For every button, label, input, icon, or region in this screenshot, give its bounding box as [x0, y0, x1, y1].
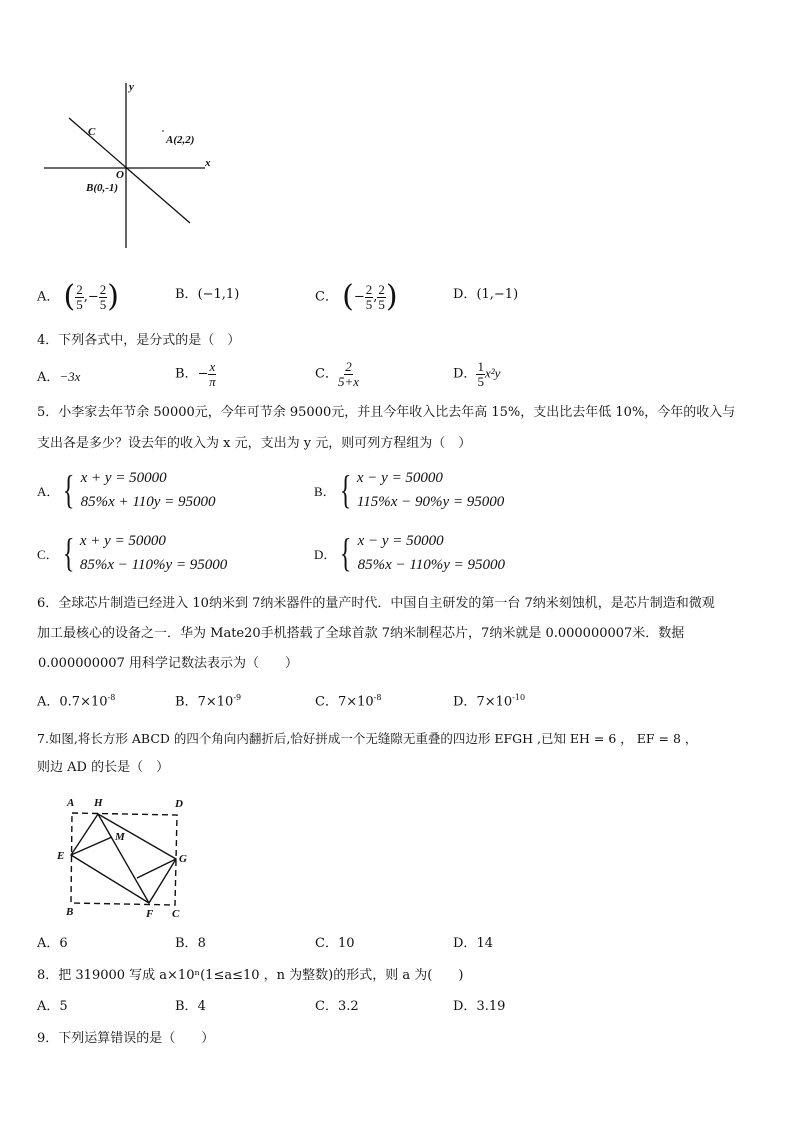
- fig-label-g: G: [179, 853, 187, 865]
- q8-option-d[interactable]: D．3.19: [453, 999, 506, 1014]
- fig-label-b: B: [66, 906, 74, 918]
- q7-stem-line2: 则边 AD 的长是（ ）: [37, 760, 170, 775]
- q6-option-b[interactable]: B．$7\times 10^{-9}$: [175, 693, 242, 710]
- q6-option-a[interactable]: A．$0.7\times 10^{-8}$: [37, 693, 116, 710]
- q6-stem-line1: 6．全球芯片制造已经进入 10纳米到 7纳米器件的量产时代．中国自主研发的第一台 7纳米刻蚀机，是芯片制造和微观: [37, 596, 715, 611]
- point-a-label: A(2,2): [166, 134, 195, 146]
- q3-option-b[interactable]: B．(−1,1): [175, 287, 240, 302]
- fig-label-e: E: [57, 850, 65, 862]
- q3-option-c[interactable]: C． (− $\frac{2}{5}$ , $\frac{2}{5}$ ): [315, 279, 398, 314]
- q7-stem-line1: 7.如图,将长方形 ABCD 的四个角向内翻折后,恰好拼成一个无缝隙无重叠的四边形 EFGH ,已知 EH = 6 ， EF = 8 ，: [37, 731, 698, 746]
- q8-option-c[interactable]: C．3.2: [315, 999, 359, 1014]
- q3-option-d[interactable]: D．(1,−1): [453, 287, 519, 302]
- q4-option-a[interactable]: A．−3x: [37, 369, 81, 385]
- q6-stem-line2: 加工最核心的设备之一．华为 Mate20手机搭载了全球首款 7纳米制程芯片，7纳米就是 0.000000007米．数据: [37, 626, 685, 641]
- fig-label-f: F: [146, 908, 154, 920]
- y-axis-label: y: [129, 81, 134, 93]
- q5-option-a[interactable]: A． { x + y = 50000 85%x + 110y = 95000: [37, 467, 216, 512]
- option-letter: A．: [37, 289, 60, 305]
- q5-stem-line2: 支出各是多少？设去年的收入为 x 元，支出为 y 元，则可列方程组为（ ）: [37, 436, 472, 451]
- fig-label-c: C: [172, 908, 180, 920]
- q6-option-d[interactable]: D．$7\times 10^{-10}$: [453, 693, 526, 710]
- q4-option-b[interactable]: B．− $\frac{x}{\pi}$: [175, 359, 216, 389]
- q7-option-b[interactable]: B．8: [175, 936, 206, 951]
- point-b-label: B(0,-1): [86, 182, 119, 194]
- q8-stem: 8．把 319000 写成 a×10ⁿ(1≤a≤10 ，n 为整数)的形式，则 a 为( ): [37, 968, 464, 983]
- q3-option-a[interactable]: A． ( $\frac{2}{5}$ ,− $\frac{2}{5}$ ): [37, 279, 120, 314]
- q6-stem-line3: 0.000000007 用科学记数法表示为（ ）: [38, 656, 298, 671]
- rectangle-figure: [71, 813, 177, 905]
- q8-option-b[interactable]: B．4: [175, 999, 206, 1014]
- fraction: $\frac{2}{5}$: [99, 281, 107, 312]
- point-c-label: C: [88, 126, 96, 138]
- fig-label-h: H: [94, 797, 103, 809]
- q5-option-c[interactable]: C． { x + y = 50000 85%x − 110%y = 95000: [37, 530, 228, 575]
- q6-option-c[interactable]: C．$7\times 10^{-8}$: [315, 693, 382, 710]
- q7-option-a[interactable]: A．6: [37, 936, 68, 951]
- q4-stem: 4．下列各式中，是分式的是（ ）: [37, 333, 241, 348]
- q5-option-b[interactable]: B． { x − y = 50000 115%x − 90%y = 95000: [314, 467, 505, 512]
- fig-label-m: M: [115, 831, 125, 843]
- q7-option-c[interactable]: C．10: [315, 936, 355, 951]
- origin-label: O: [116, 169, 124, 181]
- q5-stem-line1: 5．小李家去年节余 50000元，今年可节余 95000元，并且今年收入比去年高 15%，支出比去年低 10%，今年的收入与: [37, 405, 736, 420]
- q4-option-c[interactable]: C． $\frac{2}{5+x}$: [315, 359, 359, 389]
- q4-option-d[interactable]: D． $\frac{1}{5}$ x²y: [453, 359, 501, 389]
- q7-option-d[interactable]: D．14: [453, 936, 493, 951]
- q9-stem: 9．下列运算错误的是（ ）: [37, 1031, 215, 1046]
- q5-option-d[interactable]: D． { x − y = 50000 85%x − 110%y = 95000: [314, 530, 506, 575]
- fraction: $\frac{2}{5}$: [76, 281, 83, 312]
- fig-label-d: D: [175, 798, 183, 810]
- point-a: [162, 130, 164, 132]
- fig-label-a: A: [67, 797, 75, 809]
- x-axis-label: x: [205, 157, 211, 169]
- q8-option-a[interactable]: A．5: [37, 999, 68, 1014]
